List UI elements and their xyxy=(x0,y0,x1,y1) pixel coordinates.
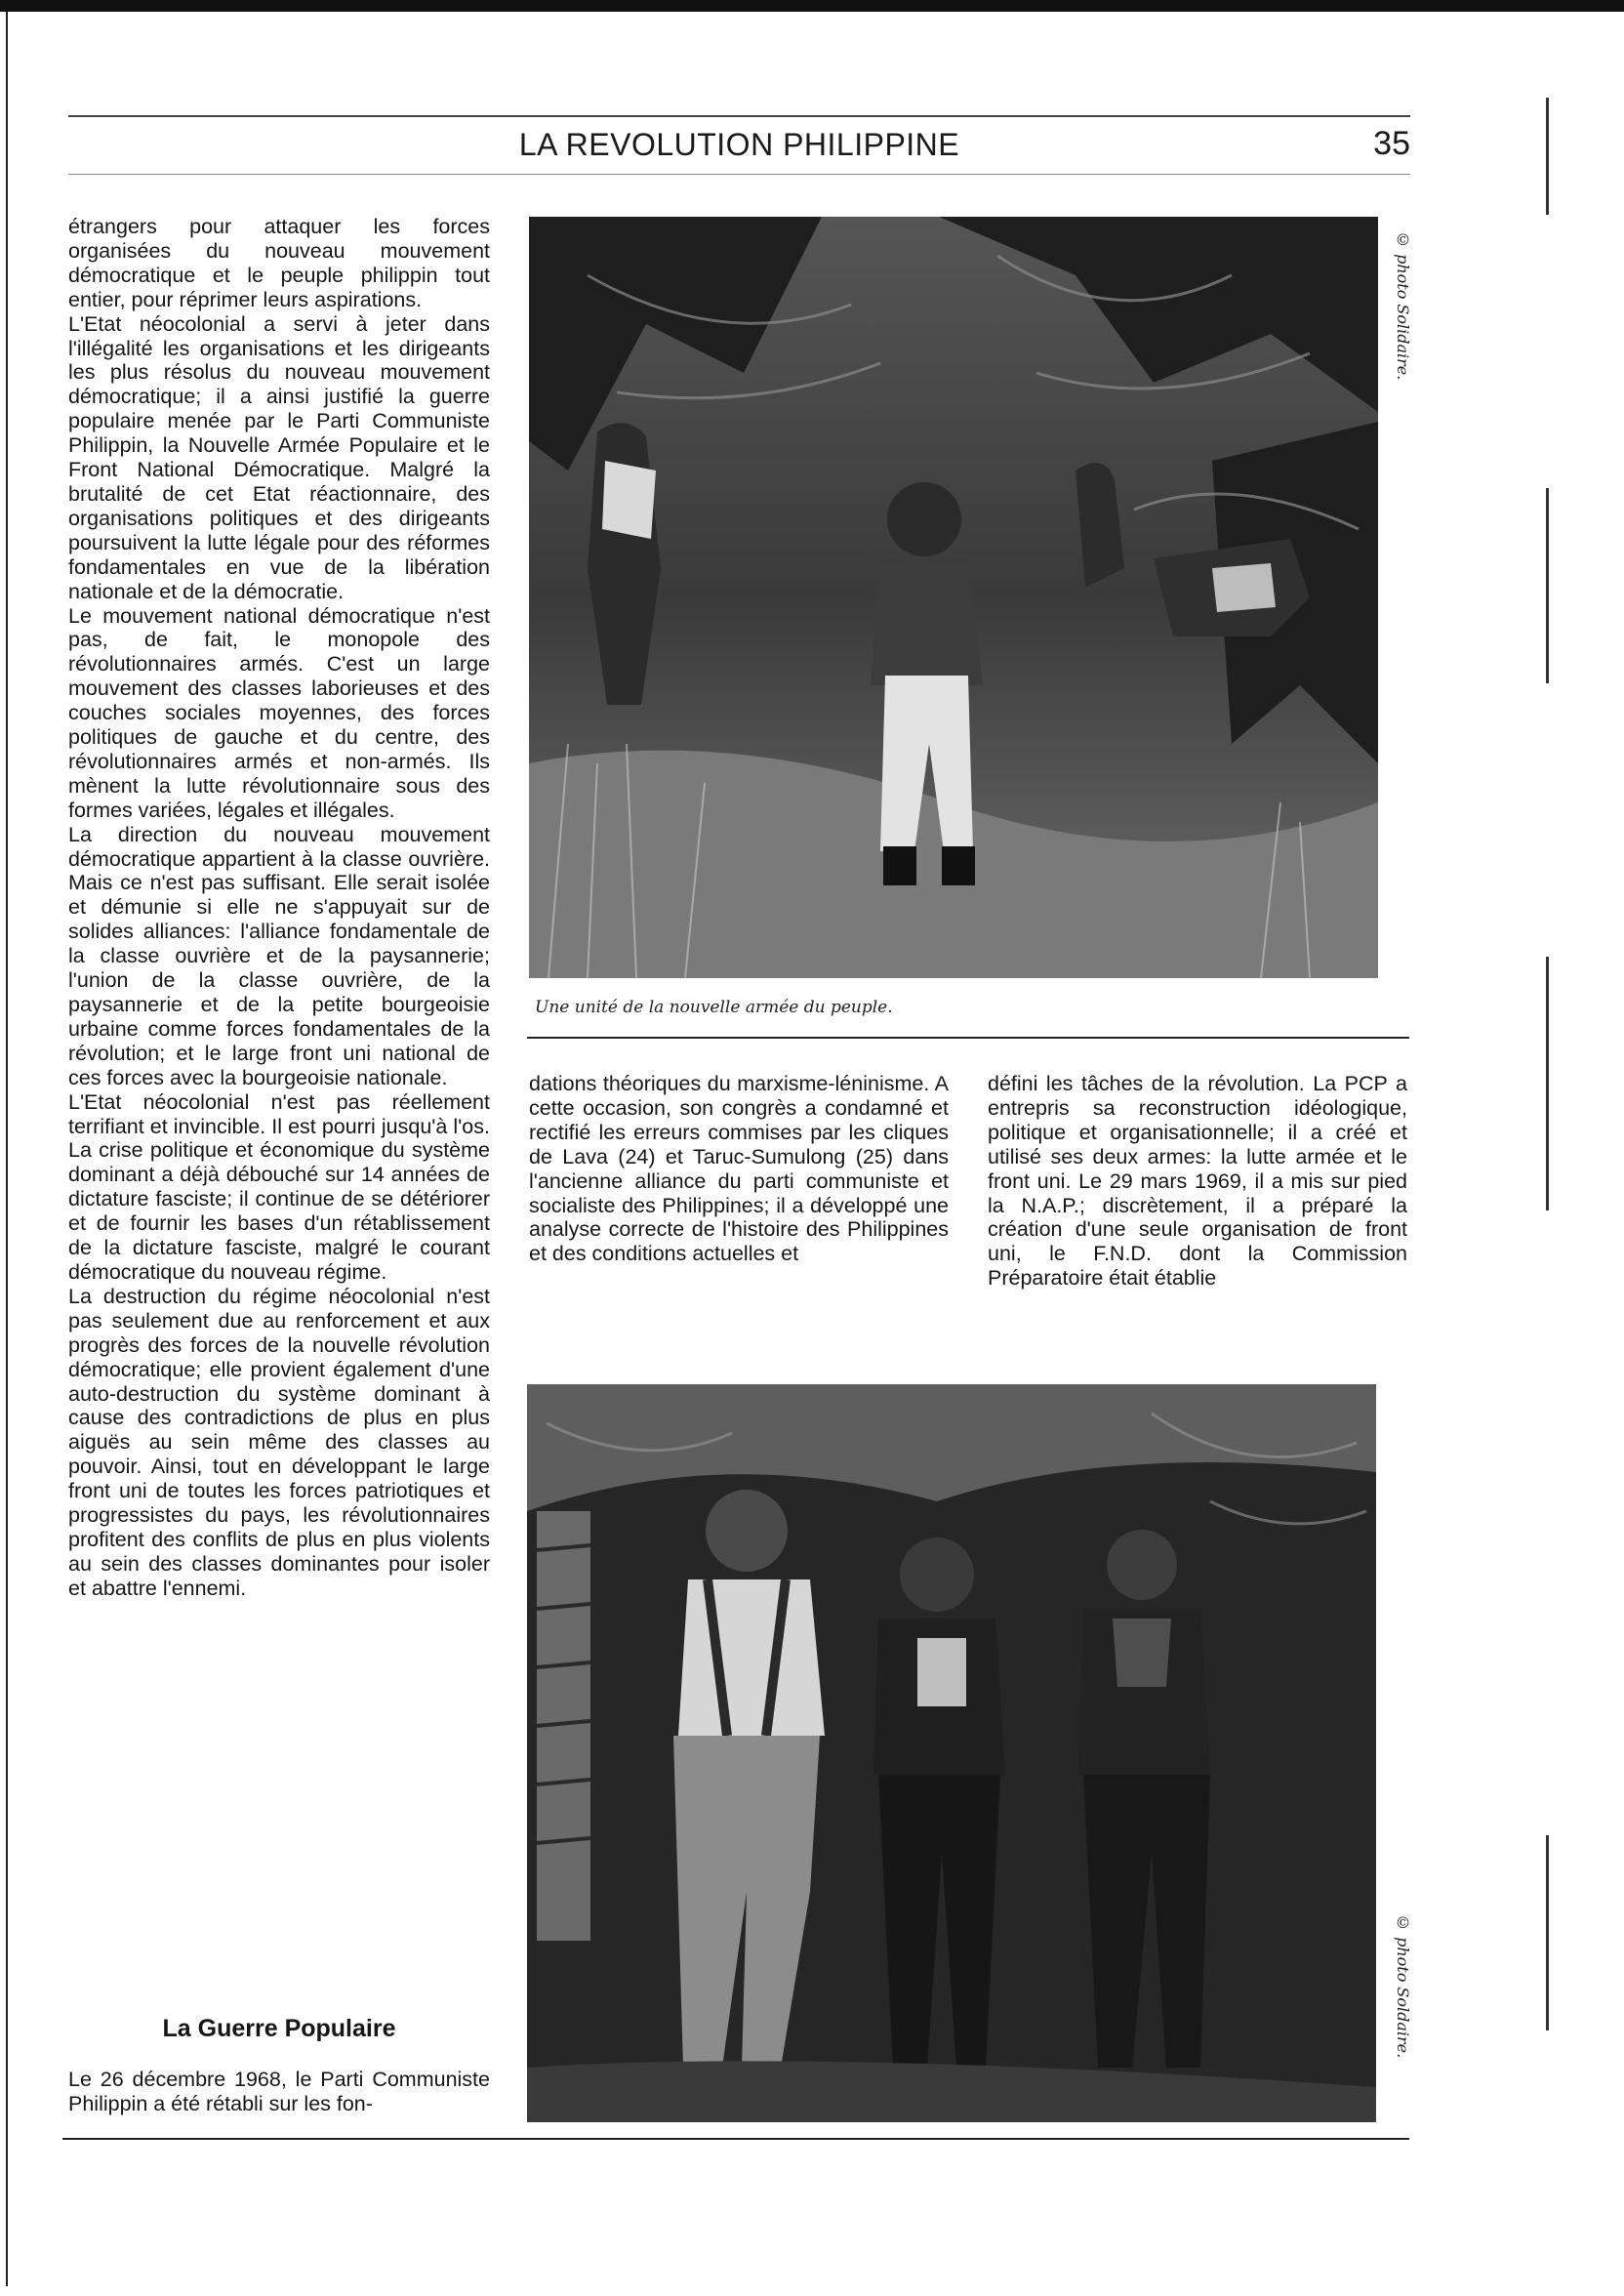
guerrilla-unit-photo xyxy=(529,217,1378,978)
jungle-scene-illustration xyxy=(529,217,1378,978)
left-column xyxy=(68,215,490,1601)
body-paragraph: Le mouvement national démocratique n'est pas, de fait, le monopole des révolutionnaires armés. C'est un large mouvement des classes laborieuses et des couches sociales moyennes, des forces politiques de gauche et du centre, des révolutionnaires armés et non-armés. Ils mènent la lutte révolutionnaire sous des formes variées, légales et illégales. xyxy=(68,603,490,822)
scan-top-edge xyxy=(0,0,1624,12)
section-paragraph: Le 26 décembre 1968, le Parti Communiste Philippin a été rétabli sur les fon- xyxy=(68,2068,490,2115)
scan-margin-mark xyxy=(1546,98,1549,215)
photo-caption: Une unité de la nouvelle armée du peuple. xyxy=(535,998,893,1017)
three-fighters-illustration xyxy=(527,1384,1376,2122)
scan-left-edge xyxy=(6,12,8,2286)
header-top-rule xyxy=(68,115,1410,117)
scan-margin-mark xyxy=(1546,957,1549,1210)
bottom-rule xyxy=(62,2138,1409,2140)
header-bottom-rule xyxy=(68,174,1410,175)
body-paragraph: La destruction du régime néocolonial n'est pas seulement due au renforcement et aux progrès des forces de la nouvelle révolution démocratique; elle provient également d'une auto-destruction du système dominant à cause des contradictions de plus en plus aiguës au sein même des classes au pouvoir. Ainsi, tout en développant le large front uni de toutes les forces patriotiques et progressistes du pays, les révolutionnaires profitent des conflits de plus en plus violents au sein des classes dominantes pour isoler et abattre l'ennemi. xyxy=(68,1284,490,1600)
body-paragraph: La direction du nouveau mouvement démocratique appartient à la classe ouvrière. Mais ce n'est pas suffisant. Elle serait isolée et démunie si elle ne s'appuyait sur de solides alliances: l'alliance fondamentale de la classe ouvrière et de la paysannerie; l'union de la classe ouvrière, de la paysannerie et de la petite bourgeoisie urbaine comme forces fondamentales de la révolution; et le large front uni national de ces forces avec la bourgeoisie nationale. xyxy=(68,822,490,1089)
right-column: défini les tâches de la révolution. La PCP a entrepris sa reconstruction idéologique, politique et organisationnelle; il a créé et utilisé ses deux armes: la lutte armée et le front uni. Le 29 mars 1969, il a mis sur pied la N.A.P.; discrètement, il a préparé la création d'une seule organisation de front uni, le F.N.D. dont la Commission Préparatoire était établie xyxy=(988,1072,1407,1291)
scan-margin-mark xyxy=(1546,1835,1549,2030)
photo-credit: © photo Solidaire. xyxy=(1394,230,1412,381)
section-heading: La Guerre Populaire xyxy=(162,2015,396,2042)
body-paragraph: L'Etat néocolonial a servi à jeter dans l'illégalité les organisations et les dirigeants les plus résolus du nouveau mouvement démocratique; il a ainsi justifié la guerre populaire menée par le Parti Communiste Philippin, la Nouvelle Armée Populaire et le Front National Démocratique. Malgré la brutalité de cet Etat réactionnaire, des organisations politiques et des dirigeants poursuivent la lutte légale pour des réformes fondamentales en vue de la libération nationale et de la démocratie. xyxy=(68,311,490,603)
caption-rule xyxy=(527,1037,1409,1039)
middle-column: dations théoriques du marxisme-léninisme. A cette occasion, son congrès a condamné et rectifié les erreurs commises par les cliques de Lava (24) et Taruc-Sumulong (25) dans l'ancienne alliance du parti communiste et socialiste des Philippines; il a développé une analyse correcte de l'histoire des Philippines et des conditions actuelles et xyxy=(529,1072,949,1266)
running-header xyxy=(68,125,1410,168)
fighters-photo xyxy=(527,1384,1376,2122)
running-title: LA REVOLUTION PHILIPPINE xyxy=(518,127,960,162)
body-paragraph: L'Etat néocolonial n'est pas réellement terrifiant et invincible. Il est pourri jusqu'à l'os. La crise politique et économique du système dominant a déjà débouché sur 14 années de dictature fasciste; il continue de se détériorer et de fournir les bases d'un rétablissement de la dictature fasciste, malgré le courant démocratique du nouveau régime. xyxy=(68,1089,490,1284)
scan-margin-mark xyxy=(1546,488,1549,683)
body-paragraph: étrangers pour attaquer les forces organisées du nouveau mouvement démocratique et le peuple philippin tout entier, pour réprimer leurs aspirations. xyxy=(68,215,490,311)
page-number: 35 xyxy=(1373,125,1410,162)
photo-credit: © photo Soldaire. xyxy=(1394,1913,1412,2059)
